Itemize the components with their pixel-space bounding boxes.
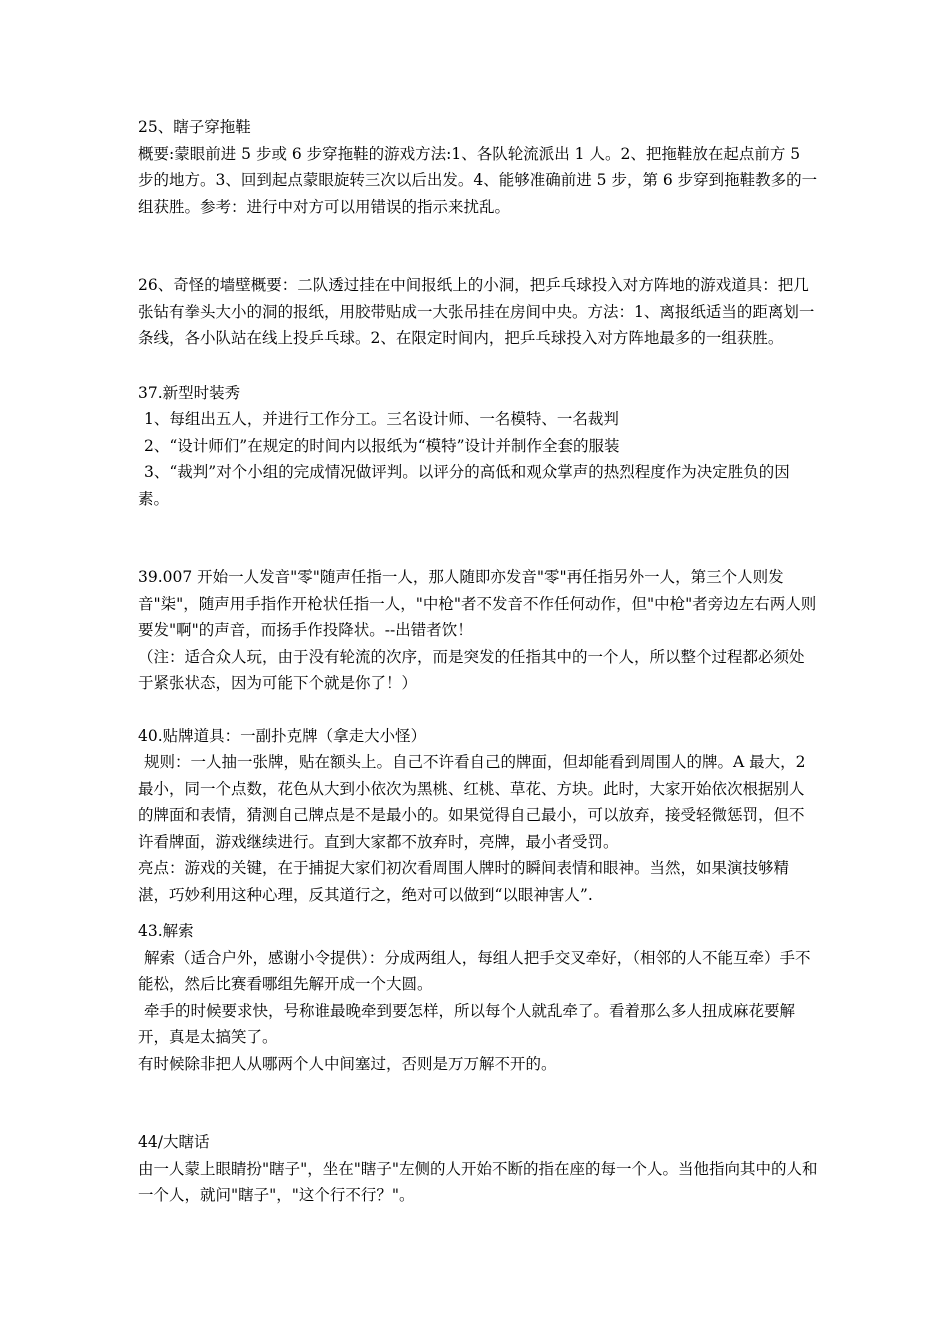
section-40 xyxy=(138,723,818,909)
section-44 xyxy=(138,1129,818,1209)
section-paragraph: （注：适合众人玩，由于没有轮流的次序，而是突发的任指其中的一个人，所以整个过程都必须处于紧张状态，因为可能下个就是你了！） xyxy=(138,647,805,692)
section-paragraph: 牵手的时候要求快，号称谁最晚牵到要怎样，所以每个人就乱牵了。看着那么多人扭成麻花要解开，真是太搞笑了。 xyxy=(138,1001,796,1046)
section-43 xyxy=(138,918,818,1077)
section-25 xyxy=(138,114,818,220)
section-paragraph: 2、“设计师们”在规定的时间内以报纸为“模特”设计并制作全套的服装 xyxy=(144,436,620,455)
section-paragraph: 1、每组出五人，并进行工作分工。三名设计师、一名模特、一名裁判 xyxy=(144,410,619,428)
section-paragraph: 有时候除非把人从哪两个人中间塞过，否则是万万解不开的。 xyxy=(138,1054,557,1073)
section-title: 37.新型时装秀 xyxy=(138,383,241,402)
section-26 xyxy=(138,272,818,352)
section-title: 25、瞎子穿拖鞋 xyxy=(138,118,251,136)
section-title: 40.贴牌道具：一副扑克牌（拿走大小怪） xyxy=(138,726,427,745)
section-title: 43.解索 xyxy=(138,922,194,940)
section-paragraph: 26、奇怪的墙壁概要：二队透过挂在中间报纸上的小洞，把乒乓球投入对方阵地的游戏道具：把几张钻有拳头大小的洞的报纸，用胶带贴成一大张吊挂在房间中央。方法：1、离报纸适当的距离划一条线，各小队站在线上投乒乓球。2、在限定时间内，把乒乓球投入对方阵地最多的一组获胜。 xyxy=(138,276,815,347)
section-title: 44/大瞎话 xyxy=(138,1133,210,1151)
section-paragraph: 3、“裁判”对个小组的完成情况做评判。以评分的高低和观众掌声的热烈程度作为决定胜负的因素。 xyxy=(138,463,790,508)
section-paragraph: 概要:蒙眼前进 5 步或 6 步穿拖鞋的游戏方法:1、各队轮流派出 1 人。2、把拖鞋放在起点前方 5 步的地方。3、回到起点蒙眼旋转三次以后出发。4、能够准确前进 5 步，第 6 步穿到拖鞋教多的一组获胜。参考：进行中对方可以用错误的指示来扰乱。 xyxy=(138,144,818,216)
section-paragraph: 39.007 开始一人发音"零"随声任指一人，那人随即亦发音"零"再任指另外一人，第三个人则发音"柒"，随声用手指作开枪状任指一人，"中枪"者不发音不作任何动作，但"中枪"者旁边左右两人则要发"啊"的声音，而扬手作投降状。--出错者饮！ xyxy=(138,568,817,639)
section-paragraph: 由一人蒙上眼睛扮"瞎子"，坐在"瞎子"左侧的人开始不断的指在座的每一个人。当他指向其中的人和一个人，就问"瞎子"，"这个行不行？"。 xyxy=(138,1159,818,1204)
section-39 xyxy=(138,564,818,697)
document-content xyxy=(138,114,818,1209)
section-paragraph: 亮点：游戏的关键，在于捕捉大家们初次看周围人牌时的瞬间表情和眼神。当然，如果演技够精湛，巧妙利用这种心理，反其道行之，绝对可以做到“以眼神害人”. xyxy=(138,859,790,904)
section-37 xyxy=(138,380,818,513)
section-paragraph: 规则：一人抽一张牌，贴在额头上。自己不许看自己的牌面，但却能看到周围人的牌。A 最大，2 最小，同一个点数，花色从大到小依次为黑桃、红桃、草花、方块。此时，大家开始依次根据别人的牌面和表情，猜测自己牌点是不是最小的。如果觉得自己最小，可以放弃，接受轻微惩罚，但不许看牌面，游戏继续进行。直到大家都不放弃时，亮牌，最小者受罚。 xyxy=(138,753,806,851)
section-paragraph: 解索（适合户外，感谢小令提供）：分成两组人，每组人把手交叉牵好，（相邻的人不能互牵）手不能松，然后比赛看哪组先解开成一个大圆。 xyxy=(138,948,811,993)
